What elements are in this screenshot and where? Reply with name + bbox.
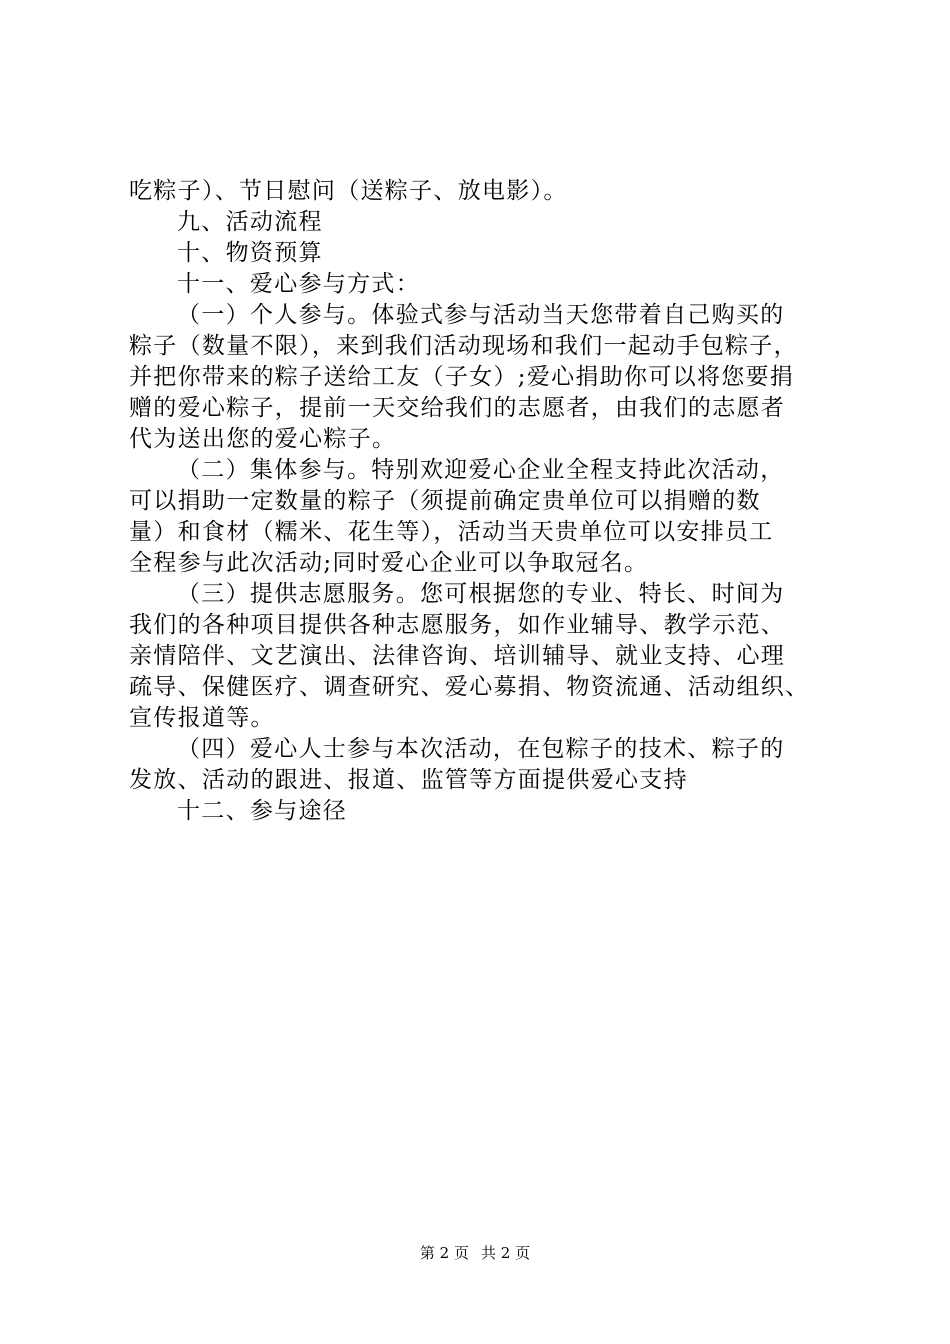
paragraph-caring-people: （四）爱心人士参与本次活动，在包粽子的技术、粽子的 bbox=[177, 736, 785, 762]
body-line: 疏导、保健医疗、调查研究、爱心募捐、物资流通、活动组织、 bbox=[129, 674, 810, 700]
body-line: 亲情陪伴、文艺演出、法律咨询、培训辅导、就业支持、心理 bbox=[129, 643, 786, 669]
section-heading-activity-flow: 九、活动流程 bbox=[177, 209, 323, 235]
paragraph-volunteer-service: （三）提供志愿服务。您可根据您的专业、特长、时间为 bbox=[177, 581, 785, 607]
body-line: 我们的各种项目提供各种志愿服务，如作业辅导、教学示范、 bbox=[129, 612, 786, 638]
body-line: 粽子（数量不限），来到我们活动现场和我们一起动手包粽子， bbox=[129, 333, 798, 359]
body-line: 宣传报道等。 bbox=[129, 705, 275, 731]
body-line: 发放、活动的跟进、报道、监管等方面提供爱心支持 bbox=[129, 767, 688, 793]
body-line: 可以捐助一定数量的粽子（须提前确定贵单位可以捐赠的数 bbox=[129, 488, 761, 514]
body-line: 并把你带来的粽子送给工友（子女）;爱心捐助你可以将您要捐 bbox=[129, 364, 795, 390]
document-body bbox=[129, 176, 844, 827]
page-number: 第 2 页 bbox=[419, 1244, 469, 1262]
paragraph-personal-participation: （一）个人参与。体验式参与活动当天您带着自己购买的 bbox=[177, 302, 785, 328]
body-line: 赠的爱心粽子，提前一天交给我们的志愿者，由我们的志愿者 bbox=[129, 395, 786, 421]
body-line: 吃粽子）、节日慰问（送粽子、放电影）。 bbox=[129, 178, 568, 204]
page-footer bbox=[0, 1243, 950, 1263]
body-line: 量）和食材（糯米、花生等），活动当天贵单位可以安排员工 bbox=[129, 519, 774, 545]
body-line: 全程参与此次活动;同时爱心企业可以争取冠名。 bbox=[129, 550, 649, 576]
body-line: 代为送出您的爱心粽子。 bbox=[129, 426, 397, 452]
page-total: 共 2 页 bbox=[481, 1244, 531, 1262]
section-heading-material-budget: 十、物资预算 bbox=[177, 240, 323, 266]
section-heading-participation-channels: 十二、参与途径 bbox=[177, 798, 348, 824]
paragraph-group-participation: （二）集体参与。特别欢迎爱心企业全程支持此次活动， bbox=[177, 457, 785, 483]
section-heading-participation-methods: 十一、爱心参与方式： bbox=[177, 271, 420, 297]
